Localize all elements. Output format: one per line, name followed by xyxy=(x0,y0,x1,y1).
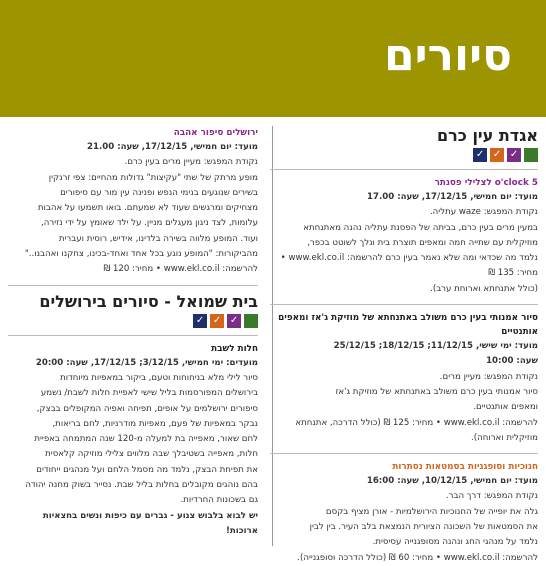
event-when: מועד: יום חמישי, 10/12/15, שעה: 16:00 xyxy=(366,476,538,487)
event-line: נקודת המפגש: דרך הבר. xyxy=(445,491,538,502)
orange-check-icon: ✓ xyxy=(490,148,504,162)
left-column xyxy=(8,126,258,539)
event-line: סיור אמנותי בעין כרם משולב באתנחתא של מוזיקת ג'אז xyxy=(335,386,538,397)
event-line: גם בשכונות החרדיות. xyxy=(180,495,258,506)
event-line: בהם נוהגים מקובלים בחלות בליל שבת. נסייר בשוק מחנה יהודה xyxy=(25,480,258,491)
event-line: לחם שאור, מאפייה בת למעלה מ-120 שנה המתמחה באפיית xyxy=(34,434,258,445)
event-line: נקודת המפגש: waze עתליה. xyxy=(429,207,538,218)
venue-title-ein-karem: אגדת עין כרם xyxy=(437,126,538,145)
event-line: בירושלים המפורסמות בליל שישי לאפיית חלות לשבת/ נשמע xyxy=(40,388,258,399)
event-line: סיפורים ירושלמים על אופים, תפיחה ואפיה המקופלים בבצק, xyxy=(36,403,258,414)
event-line: את תפיחת הבצק, נלמד מה מסמל הלחם ועל מנהגים ייחודים xyxy=(36,464,258,475)
event-line: עלומות, לצד ניגון מעגלים מניין. על ילד שאומץ על ידי נזירה, xyxy=(41,218,258,229)
purple-check-icon: ✓ xyxy=(227,314,241,328)
event-time: שעה: 10:00 xyxy=(486,356,538,367)
event-line: נקודת המפגש: מעיין מרים. xyxy=(439,371,538,382)
event-line: נלמד מה שכדאי ומה שלא נאמר בעין כרם להרשמה: www.ekl.co.il • מחיר: 135 ₪ xyxy=(280,253,538,279)
category-icons xyxy=(270,148,538,162)
header-banner xyxy=(0,0,546,117)
event-when: מועד: ימי שישי, 11/12/15; 18/12/15; 25/12/15 xyxy=(333,341,538,352)
section-rule xyxy=(270,453,538,454)
event-line: (כולל אתנחתא וארוחת ערב). xyxy=(430,283,538,294)
section-rule xyxy=(8,335,258,336)
navy-check-icon: ✓ xyxy=(473,148,487,162)
orange-check-icon: ✓ xyxy=(210,314,224,328)
event-line: נקודת המפגש: מעיין מרים בעין כרם. xyxy=(124,157,258,168)
category-icons xyxy=(8,314,258,328)
event-line: להרשמה: www.ekl.co.il • מחיר: 120 ₪ xyxy=(103,264,258,275)
event-line: להרשמה: www.ekl.co.il • מחיר: 125 ₪ (כולל הדרכה, אתנחתא xyxy=(295,417,538,428)
event-when: מועד: יום חמישי, 17/12/15, שעה: 21.00 xyxy=(87,142,258,152)
event-when: מועדים: ימי חמישי, 3/12/15; 17/12/15, שעה: 20:00 xyxy=(35,357,258,368)
event-line: להרשמה: www.ekl.co.il • מחיר: 60 ₪ (כולל הדרכה וסופגנייה). xyxy=(297,552,538,563)
page-title: סיורים xyxy=(383,30,512,81)
event-line: מוזיקלית עם שתייה חמה ומאפים תוצרת בית ונלך לשוטט בכפר, xyxy=(307,237,538,248)
event-when: מועד: יום חמישי, 17/12/15, שעה: 17.00 xyxy=(367,192,538,202)
section-rule xyxy=(8,285,258,286)
event-title: חלות לשבת xyxy=(211,343,258,354)
green-square-icon xyxy=(524,148,538,162)
event-title: 5 o'clock לצלילי פסנתר xyxy=(434,178,538,188)
navy-check-icon: ✓ xyxy=(193,314,207,328)
event-line: בשירים שנוגעים בנימי הנפש ופנינה עין מור עם סיפורים xyxy=(60,187,258,198)
event-line: חלות, מאפייה בשטיבלך שבה מלווים צלילי מוזיקה קלאסית xyxy=(45,449,258,460)
event-title: סיור אמנותי בעין כרם משולב באתנחתא של מוזיקת ג'אז ומאפים אותנטיים xyxy=(278,313,538,338)
purple-check-icon: ✓ xyxy=(507,148,521,162)
event-line: ועוד. המופע מלווה בשירה בלדינו, אידיש, רוסית ועברית xyxy=(58,233,258,244)
event-line: את הסמטאות של השכונה הציורית הנמצאת בלב העיר. בין לבין xyxy=(309,522,538,533)
event-title: חנוכיות וסופגניות בסמטאות נסתרות xyxy=(392,462,538,473)
event-line: מוזיקלית וארוחה). xyxy=(471,432,538,443)
event-title: ירושלים סיפור אהבה xyxy=(173,128,258,138)
event-line: ומאפים אותנטיים. xyxy=(473,402,538,413)
event-line: יש לבוא בלבוש צנוע - גברים עם כיפות ונשים בחצאיות ארוכות! xyxy=(42,510,258,536)
event-line: נלמד על מנהגי החג ונהנה מסופגנייה עסיסית. xyxy=(372,537,538,548)
event-line: מופע מרתק של שתי "עקיצות" גדולות מהחיים: צפי זרנקין xyxy=(48,172,258,183)
event-line: נבקר במאפיות של פעם, מאפיות מודרניות, לחם בריאות, xyxy=(52,418,258,429)
event-line: מצחיקים ומרגשים שעוד לא שמעתם. בואו תשמעו על אהבות xyxy=(37,203,258,214)
green-square-icon xyxy=(244,314,258,328)
right-column xyxy=(270,126,538,566)
section-rule xyxy=(270,169,538,170)
event-line: גלה את יופייה של החנוכיות הירושלמיות - אורן מציף בקסם xyxy=(325,506,538,517)
section-rule xyxy=(270,304,538,305)
event-line: במעין מרים בעין כרם, בביתה של הפסנת עתליה נהנה מאתנחתא xyxy=(303,222,538,233)
event-line: מהביקורות: "המופע נוגע בכל אחד ואחד-בכינו, צחקנו ואהבנו.." xyxy=(24,249,258,260)
venue-title-beit-shmuel: בית שמואל - סיורים בירושלים xyxy=(39,291,258,311)
event-line: סיור לילי מלא בניחוחות וטעם, ביקור במאפיות מיוחדות xyxy=(60,372,258,383)
